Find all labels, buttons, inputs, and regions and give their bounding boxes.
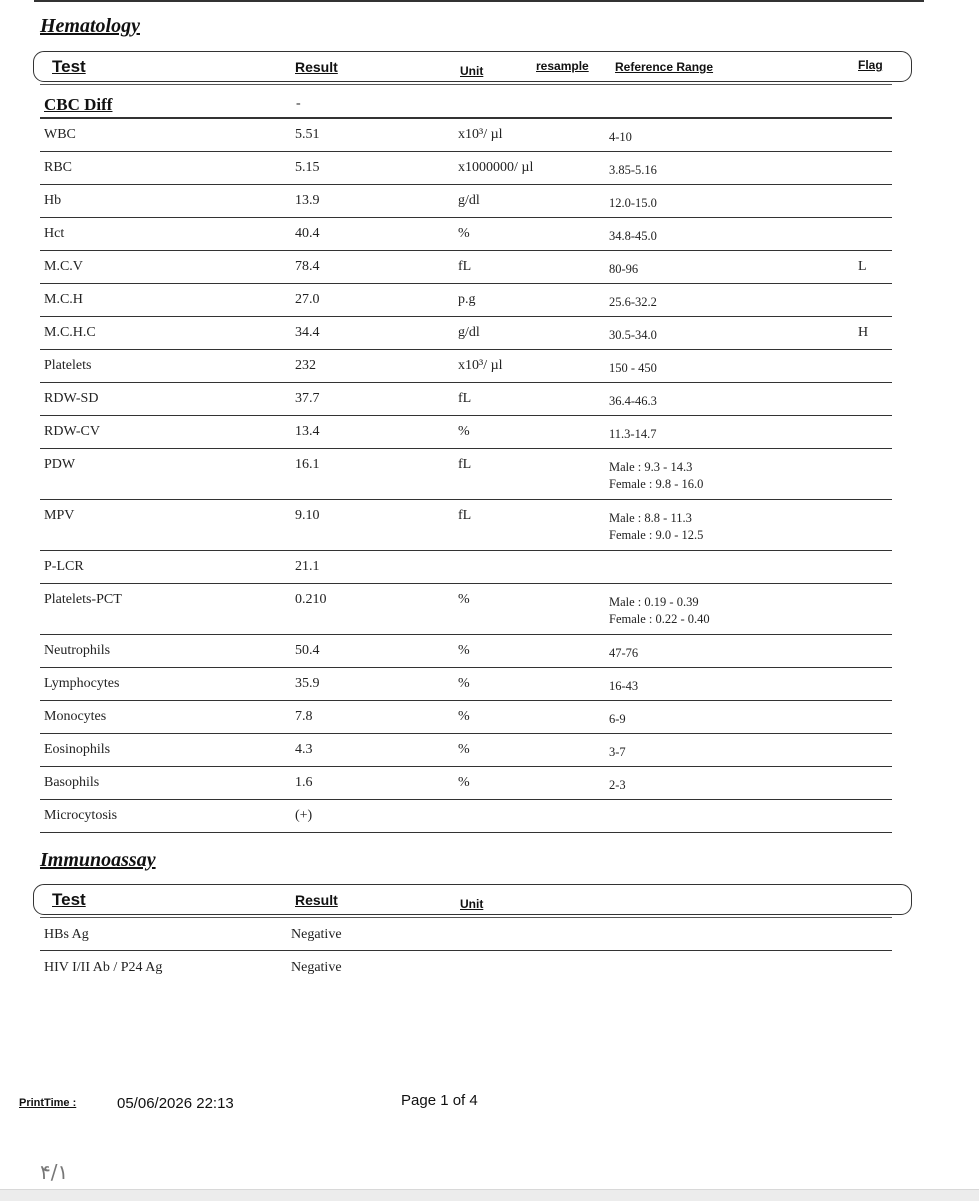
- header-reference-range: Reference Range: [615, 60, 714, 74]
- test-cell: Hb: [44, 193, 62, 208]
- test-cell: Basophils: [44, 775, 100, 790]
- table-row: [40, 700, 892, 734]
- table-row: [40, 951, 892, 983]
- reference-range-cell: 16-43: [609, 679, 639, 693]
- result-cell: 7.8: [295, 709, 313, 724]
- table-row: [40, 634, 892, 668]
- unit-cell: %: [458, 424, 470, 439]
- reference-range-cell: 4-10: [609, 130, 632, 144]
- test-cell: Monocytes: [44, 709, 107, 724]
- test-cell: Platelets-PCT: [44, 592, 122, 607]
- result-cell: 50.4: [295, 643, 320, 658]
- unit-cell: fL: [458, 457, 472, 472]
- unit-cell: %: [458, 592, 470, 607]
- test-cell: RBC: [44, 160, 73, 175]
- unit-cell: fL: [458, 508, 472, 523]
- table-row: [40, 415, 892, 449]
- print-time-label: PrintTime :: [19, 1097, 77, 1109]
- result-cell: Negative: [291, 960, 342, 975]
- unit-cell: %: [458, 742, 470, 757]
- reference-range-line-2: Female : 9.0 - 12.5: [609, 528, 704, 542]
- result-cell: 34.4: [295, 325, 320, 340]
- unit-cell: x1000000/ µl: [458, 160, 534, 175]
- unit-cell: p.g: [458, 292, 476, 307]
- test-cell: RDW-CV: [44, 424, 100, 439]
- reference-range-cell: 3-7: [609, 745, 626, 759]
- header-test: Test: [52, 57, 86, 76]
- test-cell: Microcytosis: [44, 808, 118, 823]
- table-row: [40, 382, 892, 416]
- table-row: [40, 733, 892, 767]
- result-cell: Negative: [291, 927, 342, 942]
- reference-range-line-2: Female : 0.22 - 0.40: [609, 612, 710, 626]
- header-result: Result: [295, 59, 338, 75]
- result-cell: 27.0: [295, 292, 320, 307]
- reference-range-cell: 11.3-14.7: [609, 427, 657, 441]
- result-cell: 21.1: [295, 559, 320, 574]
- test-cell: M.C.H: [44, 292, 83, 307]
- top-rule: [34, 0, 924, 2]
- reference-range-line: Male : 0.19 - 0.39: [609, 595, 699, 609]
- unit-cell: fL: [458, 391, 472, 406]
- unit-cell: fL: [458, 259, 472, 274]
- test-cell: MPV: [44, 508, 75, 523]
- handwritten-note: ۴/۱: [40, 1160, 69, 1184]
- unit-cell: %: [458, 709, 470, 724]
- unit-cell: %: [458, 676, 470, 691]
- reference-range-line: Male : 8.8 - 11.3: [609, 511, 692, 525]
- unit-cell: x10³/ µl: [458, 358, 503, 373]
- result-cell: 5.51: [295, 127, 320, 142]
- reference-range-line-2: Female : 9.8 - 16.0: [609, 477, 704, 491]
- table-row: [40, 667, 892, 701]
- flag-cell: L: [858, 259, 867, 274]
- reference-range-cell: [609, 510, 703, 544]
- table-row: [40, 448, 892, 500]
- header-result: Result: [295, 892, 338, 908]
- section-title-hematology: Hematology: [40, 15, 140, 37]
- test-cell: PDW: [44, 457, 76, 472]
- table-row: [40, 766, 892, 800]
- result-cell: 35.9: [295, 676, 320, 691]
- test-cell: Lymphocytes: [44, 676, 120, 691]
- result-cell: 37.7: [295, 391, 320, 406]
- hematology-header-bar: [33, 51, 912, 82]
- header-divider: [40, 84, 892, 85]
- test-cell: Eosinophils: [44, 742, 111, 757]
- reference-range-cell: 47-76: [609, 646, 639, 660]
- table-row: [40, 283, 892, 317]
- table-row: [40, 550, 892, 584]
- reference-range-cell: 34.8-45.0: [609, 229, 657, 243]
- reference-range-cell: 12.0-15.0: [609, 196, 657, 210]
- result-cell: 13.9: [295, 193, 320, 208]
- result-cell: 0.210: [295, 592, 327, 607]
- page-number: Page 1 of 4: [401, 1092, 478, 1109]
- result-cell: (+): [295, 808, 313, 823]
- result-cell: 40.4: [295, 226, 320, 241]
- reference-range-cell: 150 - 450: [609, 361, 657, 375]
- test-cell: HIV I/II Ab / P24 Ag: [44, 960, 163, 975]
- unit-cell: %: [458, 643, 470, 658]
- immunoassay-header-bar: [33, 884, 912, 915]
- table-row: [40, 250, 892, 284]
- test-cell: M.C.V: [44, 259, 83, 274]
- table-row: [40, 349, 892, 383]
- result-cell: 4.3: [295, 742, 313, 757]
- test-cell: Platelets: [44, 358, 92, 373]
- reference-range-cell: 25.6-32.2: [609, 295, 657, 309]
- table-row: [40, 151, 892, 185]
- test-cell: RDW-SD: [44, 391, 99, 406]
- reference-range-line: Male : 9.3 - 14.3: [609, 460, 693, 474]
- result-cell: 232: [295, 358, 316, 373]
- reference-range-cell: 6-9: [609, 712, 626, 726]
- test-cell: P-LCR: [44, 559, 84, 574]
- reference-range-cell: 2-3: [609, 778, 626, 792]
- result-cell: 78.4: [295, 259, 320, 274]
- reference-range-cell: 30.5-34.0: [609, 328, 657, 342]
- section-title-immunoassay: Immunoassay: [40, 849, 156, 871]
- print-time: 05/06/2026 22:13: [117, 1095, 234, 1112]
- table-row: [40, 499, 892, 551]
- result-cell: 16.1: [295, 457, 320, 472]
- unit-cell: g/dl: [458, 193, 480, 208]
- table-row: [40, 799, 892, 833]
- unit-cell: g/dl: [458, 325, 480, 340]
- reference-range-cell: 80-96: [609, 262, 639, 276]
- result-cell: 1.6: [295, 775, 313, 790]
- subsection-cbc-diff: CBC Diff: [44, 95, 113, 114]
- table-row: [40, 217, 892, 251]
- bottom-strip: [0, 1189, 979, 1201]
- header-test: Test: [52, 890, 86, 909]
- result-cell: 5.15: [295, 160, 320, 175]
- table-row: [40, 118, 892, 152]
- reference-range-cell: [609, 459, 703, 493]
- header-resample: resample: [536, 59, 589, 73]
- table-row: [40, 184, 892, 218]
- test-cell: Neutrophils: [44, 643, 111, 658]
- test-cell: WBC: [44, 127, 76, 142]
- unit-cell: x10³/ µl: [458, 127, 503, 142]
- reference-range-cell: 36.4-46.3: [609, 394, 657, 408]
- test-cell: HBs Ag: [44, 927, 89, 942]
- result-cell: 13.4: [295, 424, 320, 439]
- subsection-result: -: [296, 96, 301, 111]
- unit-cell: %: [458, 226, 470, 241]
- unit-cell: %: [458, 775, 470, 790]
- flag-cell: H: [858, 325, 869, 340]
- table-row: [40, 316, 892, 350]
- header-unit: Unit: [460, 897, 484, 911]
- test-cell: M.C.H.C: [44, 325, 96, 340]
- result-cell: 9.10: [295, 508, 320, 523]
- reference-range-cell: [609, 594, 710, 628]
- header-unit: Unit: [460, 64, 484, 78]
- header-flag: Flag: [858, 58, 883, 72]
- reference-range-cell: 3.85-5.16: [609, 163, 657, 177]
- table-row: [40, 583, 892, 635]
- table-row: [40, 918, 892, 951]
- test-cell: Hct: [44, 226, 65, 241]
